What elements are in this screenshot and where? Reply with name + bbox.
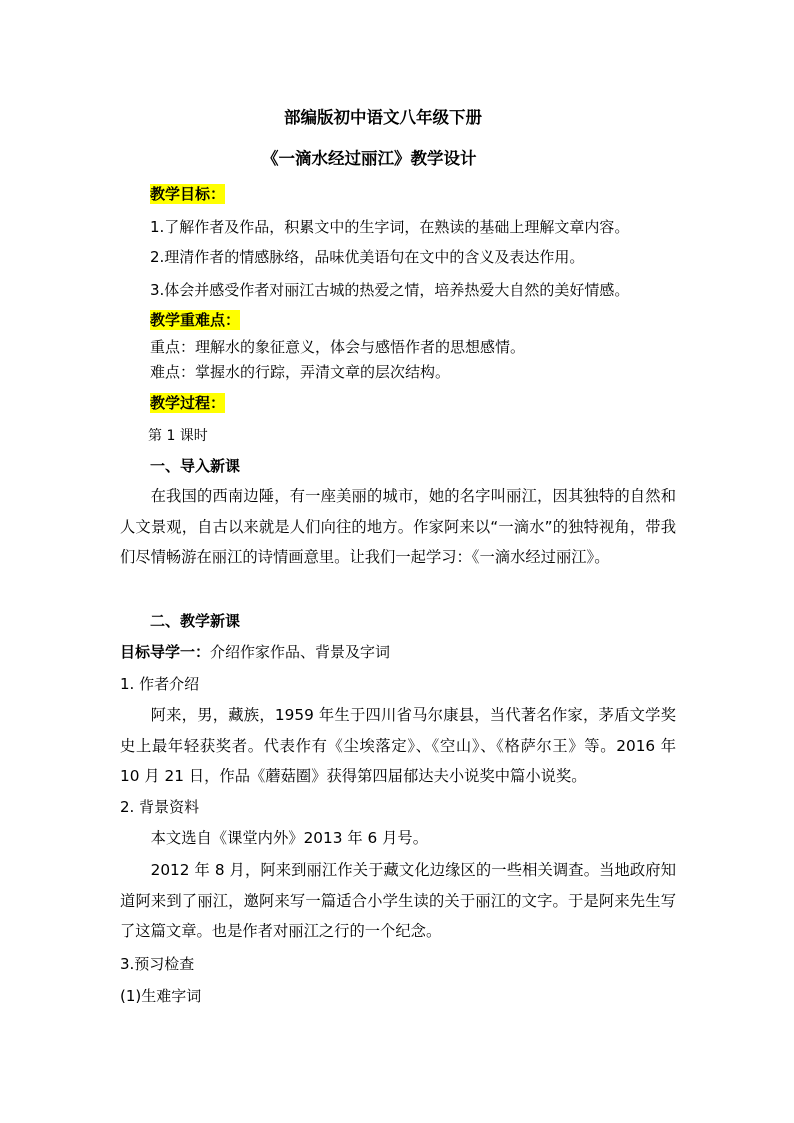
goal1-label: 目标导学一：: [120, 643, 211, 661]
section-new-lesson-heading: 二、教学新课: [150, 612, 241, 630]
process-heading-wrap: [150, 392, 225, 414]
goal1-text: 介绍作家作品、背景及字词: [210, 643, 391, 661]
objective-item-3: 3.体会并感受作者对丽江古城的热爱之情，培养热爱大自然的美好情感。: [150, 281, 630, 299]
document-title: 部编版初中语文八年级下册: [284, 108, 482, 127]
author-heading: 1. 作者介绍: [120, 675, 200, 693]
intro-paragraph: 在我国的西南边陲，有一座美丽的城市，她的名字叫丽江，因其独特的自然和人文景观，自古以来就是人们向往的地方。作家阿来以“一滴水”的独特视角，带我们尽情畅游在丽江的诗情画意里。让我们一起学习：《一滴水经过丽江》。: [120, 487, 676, 566]
background-paragraph-2: 2012 年 8 月，阿来到丽江作关于藏文化边缘区的一些相关调查。当地政府知道阿来到了丽江，邀阿来写一篇适合小学生读的关于丽江的文字。于是阿来先生写了这篇文章。也是作者对丽江之行的一个纪念。: [120, 861, 676, 940]
preview-subheading: (1)生难字词: [120, 987, 202, 1005]
process-heading: 教学过程：: [150, 394, 226, 412]
background-paragraph-1: 本文选自《课堂内外》2013 年 6 月号。: [150, 829, 428, 847]
objective-item-2: 2.理清作者的情感脉络，品味优美语句在文中的含义及表达作用。: [150, 248, 585, 266]
section-intro-heading: 一、导入新课: [150, 457, 241, 475]
preview-heading: 3.预习检查: [120, 955, 195, 973]
author-paragraph: 阿来，男，藏族，1959 年生于四川省马尔康县，当代著名作家，茅盾文学奖史上最年轻获奖者。代表作有《尘埃落定》、《空山》、《格萨尔王》等。2016 年 10 月 21 日，作品《蘑菇圈》获得第四届郁达夫小说奖中篇小说奖。: [120, 706, 676, 785]
objective-item-1: 1.了解作者及作品，积累文中的生字词，在熟读的基础上理解文章内容。: [150, 218, 630, 236]
objectives-heading-wrap: [150, 183, 225, 205]
background-heading: 2. 背景资料: [120, 798, 200, 816]
objectives-heading: 教学目标：: [150, 185, 226, 203]
goal1-line: [120, 641, 390, 663]
document-subtitle: 《一滴水经过丽江》教学设计: [262, 149, 477, 168]
lesson-label: 第 1 课时: [148, 428, 208, 444]
key-points-heading: 教学重难点：: [150, 311, 241, 329]
key-point-focus: 重点：理解水的象征意义，体会与感悟作者的思想感情。: [150, 338, 526, 356]
key-points-heading-wrap: [150, 309, 240, 331]
key-point-difficulty: 难点：掌握水的行踪，弄清文章的层次结构。: [150, 363, 451, 381]
